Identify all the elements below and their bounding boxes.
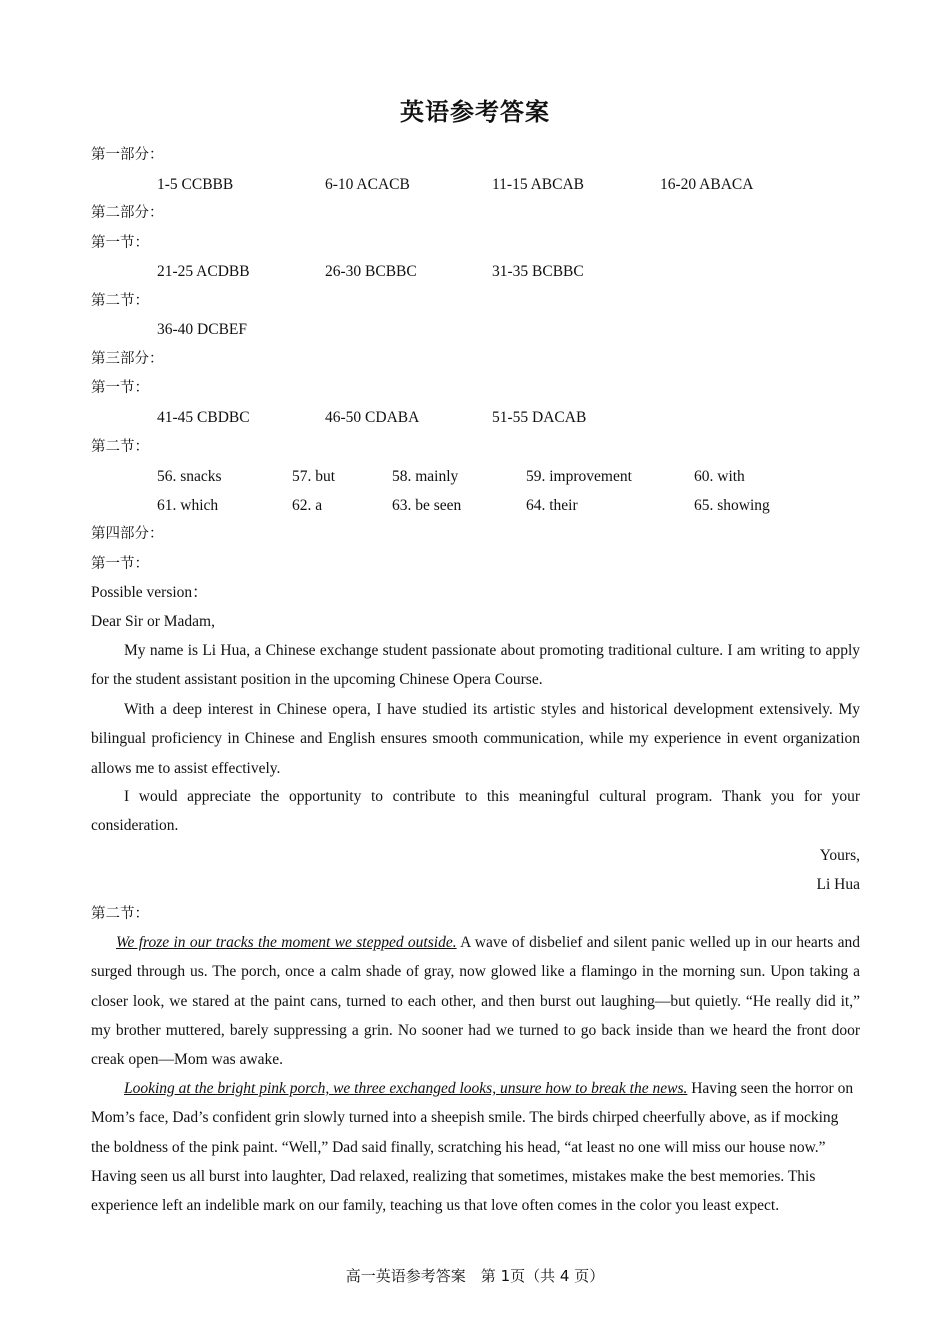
answer-group: 36-40 DCBEF [157,321,247,338]
part3-sec1-label: 第一节： [91,380,149,396]
fill-answer: 63. be seen [392,497,462,514]
fill-answer: 58. mainly [392,468,459,485]
possible-version-label: Possible version： [91,584,208,601]
page-title: 英语参考答案 [400,98,550,126]
answer-group: 51-55 DACAB [492,409,587,426]
story-paragraph: Looking at the bright pink porch, we three exchanged looks, unsure how to break the news. Having seen the horror on Mom’s face, Dad’s confident grin slowly turned into a sheepish smile. The birds chirped cheerfully above, as if mocking the boldness of the pink paint. “Well,” Dad said finally, scratching his head, “at least no one will miss our house now.” Having seen us all burst into laughter, Dad relaxed, realizing that sometimes, mistakes make the best memories. This experience left an indelible mark on our family, teaching us that love often comes in the color you least expect. [91,1080,854,1215]
part4-sec2-label: 第二节： [91,906,149,922]
answer-group: 26-30 BCBBC [325,263,417,280]
answer-group: 31-35 BCBBC [492,263,584,280]
part2-label: 第二部分： [91,205,164,221]
letter-salutation: Dear Sir or Madam, [91,613,215,630]
answer-group: 6-10 ACACB [325,176,410,193]
answer-group: 41-45 CBDBC [157,409,250,426]
fill-answer: 65. showing [694,497,770,514]
fill-answer: 56. snacks [157,468,222,485]
answer-group: 21-25 ACDBB [157,263,250,280]
fill-answer: 60. with [694,468,745,485]
part3-label: 第三部分： [91,351,164,367]
part2-sec1-label: 第一节： [91,235,149,251]
answer-group: 11-15 ABCAB [492,176,585,193]
story-paragraph: We froze in our tracks the moment we stepped outside. A wave of disbelief and silent panic welled up in our hearts and surged through us. The porch, once a calm shade of gray, now glowed like a flamingo in the morning sun. Upon taking a closer look, we stared at the paint cans, turned to each other, and then burst out laughing—but quietly. “He really did it,” my brother muttered, barely suppressing a grin. No sooner had we turned to go back inside than we heard the front door creak open—Mom was awake. [91,934,860,1069]
part1-label: 第一部分： [91,147,164,163]
letter-closing: Yours, [819,847,860,864]
given-opening-sentence: We froze in our tracks the moment we stepped outside. [116,934,457,951]
part4-label: 第四部分： [91,526,164,542]
fill-answer: 62. a [292,497,323,514]
fill-answer: 59. improvement [526,468,632,485]
part2-sec2-label: 第二节： [91,293,149,309]
given-opening-sentence: Looking at the bright pink porch, we three exchanged looks, unsure how to break the news. [124,1080,688,1097]
fill-answer: 57. but [292,468,336,485]
answer-group: 1-5 CCBBB [157,176,234,193]
fill-answer: 64. their [526,497,578,514]
letter-paragraph: My name is Li Hua, a Chinese exchange student passionate about promoting traditional culture. I am writing to apply for the student assistant position in the upcoming Chinese Opera Course. [91,642,860,689]
part4-sec1-label: 第一节： [91,556,149,572]
letter-signature: Li Hua [816,876,860,893]
answer-group: 16-20 ABACA [660,176,754,193]
part3-sec2-label: 第二节： [91,439,149,455]
answer-group: 46-50 CDABA [325,409,420,426]
fill-answer: 61. which [157,497,219,514]
page-footer: 高一英语参考答案 第 1页（共 4 页） [345,1267,605,1285]
letter-paragraph: I would appreciate the opportunity to contribute to this meaningful cultural program. Thank you for your consideration. [91,788,860,835]
letter-paragraph: With a deep interest in Chinese opera, I have studied its artistic styles and historical development extensively. My bilingual proficiency in Chinese and English ensures smooth communication, while my experience in event organization allows me to assist effectively. [91,701,860,777]
